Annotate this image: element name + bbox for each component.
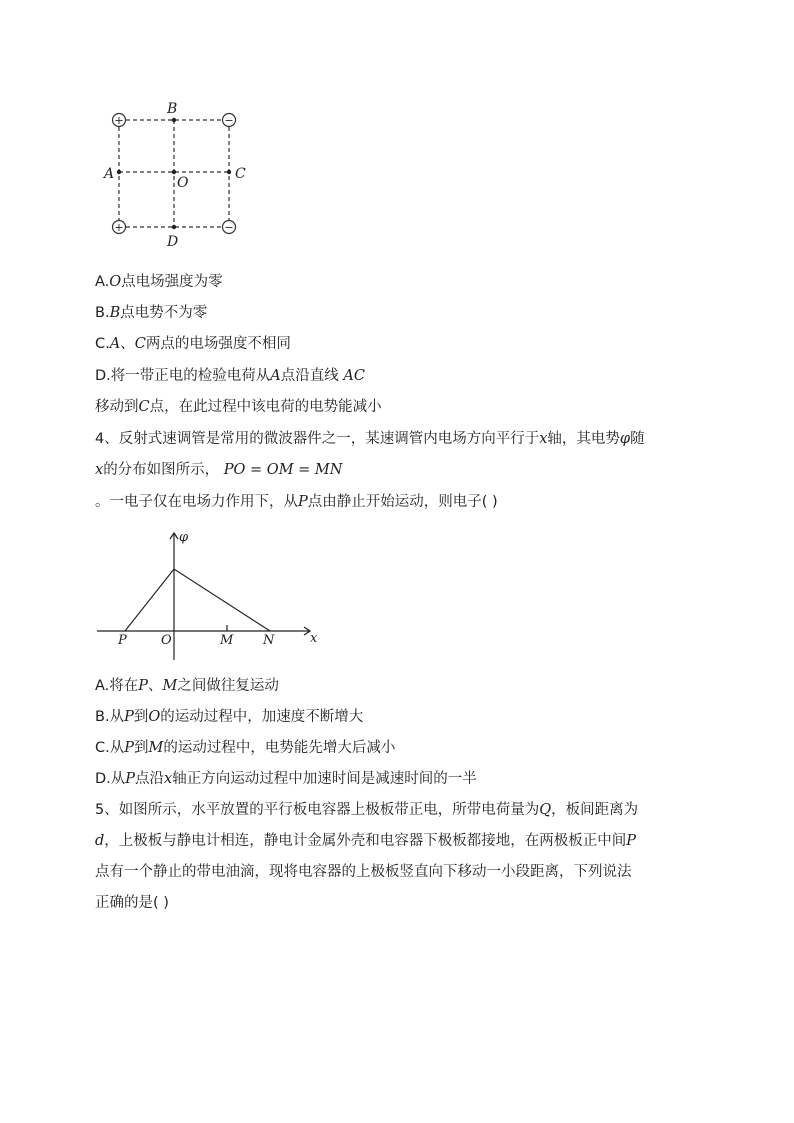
- option-prefix: B.: [95, 305, 110, 321]
- text-segment: 之间做往复运动: [177, 678, 279, 694]
- q4-option: [95, 707, 363, 727]
- label-C: C: [235, 166, 246, 182]
- axis-label-x: x: [310, 631, 318, 646]
- charge-sign: −: [224, 114, 234, 127]
- math-symbol: φ: [619, 431, 631, 447]
- text-segment: 、: [148, 678, 163, 694]
- text-segment: 的运动过程中，电势能先增大后减小: [163, 740, 396, 756]
- math-symbol: P: [124, 709, 134, 725]
- math-symbol: M: [148, 740, 164, 756]
- math-symbol: d: [95, 833, 105, 849]
- label-N: N: [263, 633, 275, 648]
- option-prefix: A.: [95, 274, 110, 290]
- q4-option: [95, 738, 395, 758]
- math-symbol: P: [626, 833, 637, 849]
- option-prefix: A.: [95, 678, 110, 694]
- text-segment: 的分布如图所示，: [103, 462, 224, 478]
- q3-option: [95, 272, 223, 292]
- math-symbol: P: [124, 740, 134, 756]
- math-symbol: M: [162, 678, 178, 694]
- math-symbol: B: [109, 305, 121, 321]
- q4-stem-line: [95, 460, 342, 480]
- math-symbol: x: [539, 431, 548, 447]
- charge-square-figure: [100, 95, 260, 255]
- option-prefix: D.: [95, 368, 111, 384]
- text-segment: 到: [133, 709, 149, 725]
- text-segment: 。一电子仅在电场力作用下，从: [95, 494, 298, 510]
- option-prefix: C.: [95, 740, 110, 756]
- q3-option: [95, 334, 291, 354]
- q4-option: [95, 676, 279, 696]
- q3-option: [95, 366, 365, 386]
- math-symbol: O: [109, 274, 122, 290]
- option-prefix: C.: [95, 336, 110, 352]
- text-segment: ，上极板与静电计相连，静电计金属外壳和电容器下极板都接地，在两极板正中间: [104, 833, 627, 849]
- text-segment: 、: [120, 336, 135, 352]
- charge-sign: −: [224, 221, 234, 234]
- math-symbol: C: [134, 336, 146, 352]
- math-symbol: P: [125, 771, 136, 787]
- math-symbol: Q: [539, 802, 552, 818]
- label-O: O: [177, 175, 189, 191]
- text-segment: 点电势不为零: [120, 305, 208, 321]
- text-segment: 从: [109, 709, 125, 725]
- math-symbol: A: [270, 368, 281, 384]
- label-A: A: [104, 166, 115, 182]
- text-segment: 点由静止开始运动，则电子( ): [307, 494, 498, 510]
- text-segment: 到: [134, 740, 149, 756]
- math-symbol: AC: [343, 368, 365, 384]
- text-segment: 正确的是( ): [95, 895, 169, 911]
- q5-stem-line: [95, 831, 636, 851]
- text-segment: 随: [630, 431, 645, 447]
- text-segment: 将在: [109, 678, 139, 694]
- math-symbol: P: [298, 494, 308, 510]
- text-segment: 点电场强度为零: [121, 274, 223, 290]
- text-segment: 将一带正电的检验电荷从: [110, 368, 271, 384]
- q4-stem-line: [95, 429, 645, 449]
- label-D: D: [167, 234, 179, 250]
- math-symbol: x: [164, 771, 173, 787]
- math-symbol: C: [138, 399, 150, 415]
- math-symbol: A: [109, 336, 121, 352]
- q5-stem-line: [95, 893, 169, 913]
- math-symbol: P: [138, 678, 149, 694]
- charge-sign: +: [114, 114, 124, 127]
- text-segment: 的运动过程中，加速度不断增大: [160, 709, 364, 725]
- text-segment: 点，在此过程中该电荷的电势能减小: [149, 399, 382, 415]
- label-O: O: [161, 633, 172, 648]
- text-segment: 从: [110, 771, 126, 787]
- text-segment: 点沿: [135, 771, 165, 787]
- q5-stem-line: [95, 862, 632, 882]
- text-segment: ，板间距离为: [551, 802, 639, 818]
- text-segment: 5、如图所示，水平放置的平行板电容器上极板带正电，所带电荷量为: [95, 802, 540, 818]
- text-segment: 点有一个静止的带电油滴，现将电容器的上极板竖直向下移动一小段距离，下列说法: [95, 864, 632, 880]
- text-segment: 两点的电场强度不相同: [145, 336, 291, 352]
- axis-label-phi: φ: [179, 530, 189, 545]
- math-symbol: x: [95, 462, 104, 478]
- text-segment: 移动到: [95, 399, 139, 415]
- q4-option: [95, 769, 477, 789]
- q4-stem-line: [95, 492, 498, 512]
- charge-sign: +: [114, 221, 124, 234]
- q5-stem-line: [95, 800, 638, 820]
- text-segment: 点沿直线: [280, 368, 344, 384]
- text-segment: 轴，其电势: [547, 431, 620, 447]
- math-symbol: O: [148, 709, 161, 725]
- text-segment: 轴正方向运动过程中加速时间是减速时间的一半: [172, 771, 477, 787]
- option-prefix: D.: [95, 771, 111, 787]
- option-prefix: B.: [95, 709, 110, 725]
- label-B: B: [167, 101, 178, 117]
- text-segment: 4、反射式速调管是常用的微波器件之一，某速调管内电场方向平行于: [95, 431, 540, 447]
- q3-option: [95, 303, 207, 323]
- label-M: M: [220, 633, 234, 648]
- label-P: P: [118, 633, 127, 648]
- text-segment: 从: [109, 740, 125, 756]
- math-symbol: PO = OM = MN: [223, 462, 343, 478]
- q3-option: [95, 397, 382, 417]
- potential-graph: [95, 525, 325, 665]
